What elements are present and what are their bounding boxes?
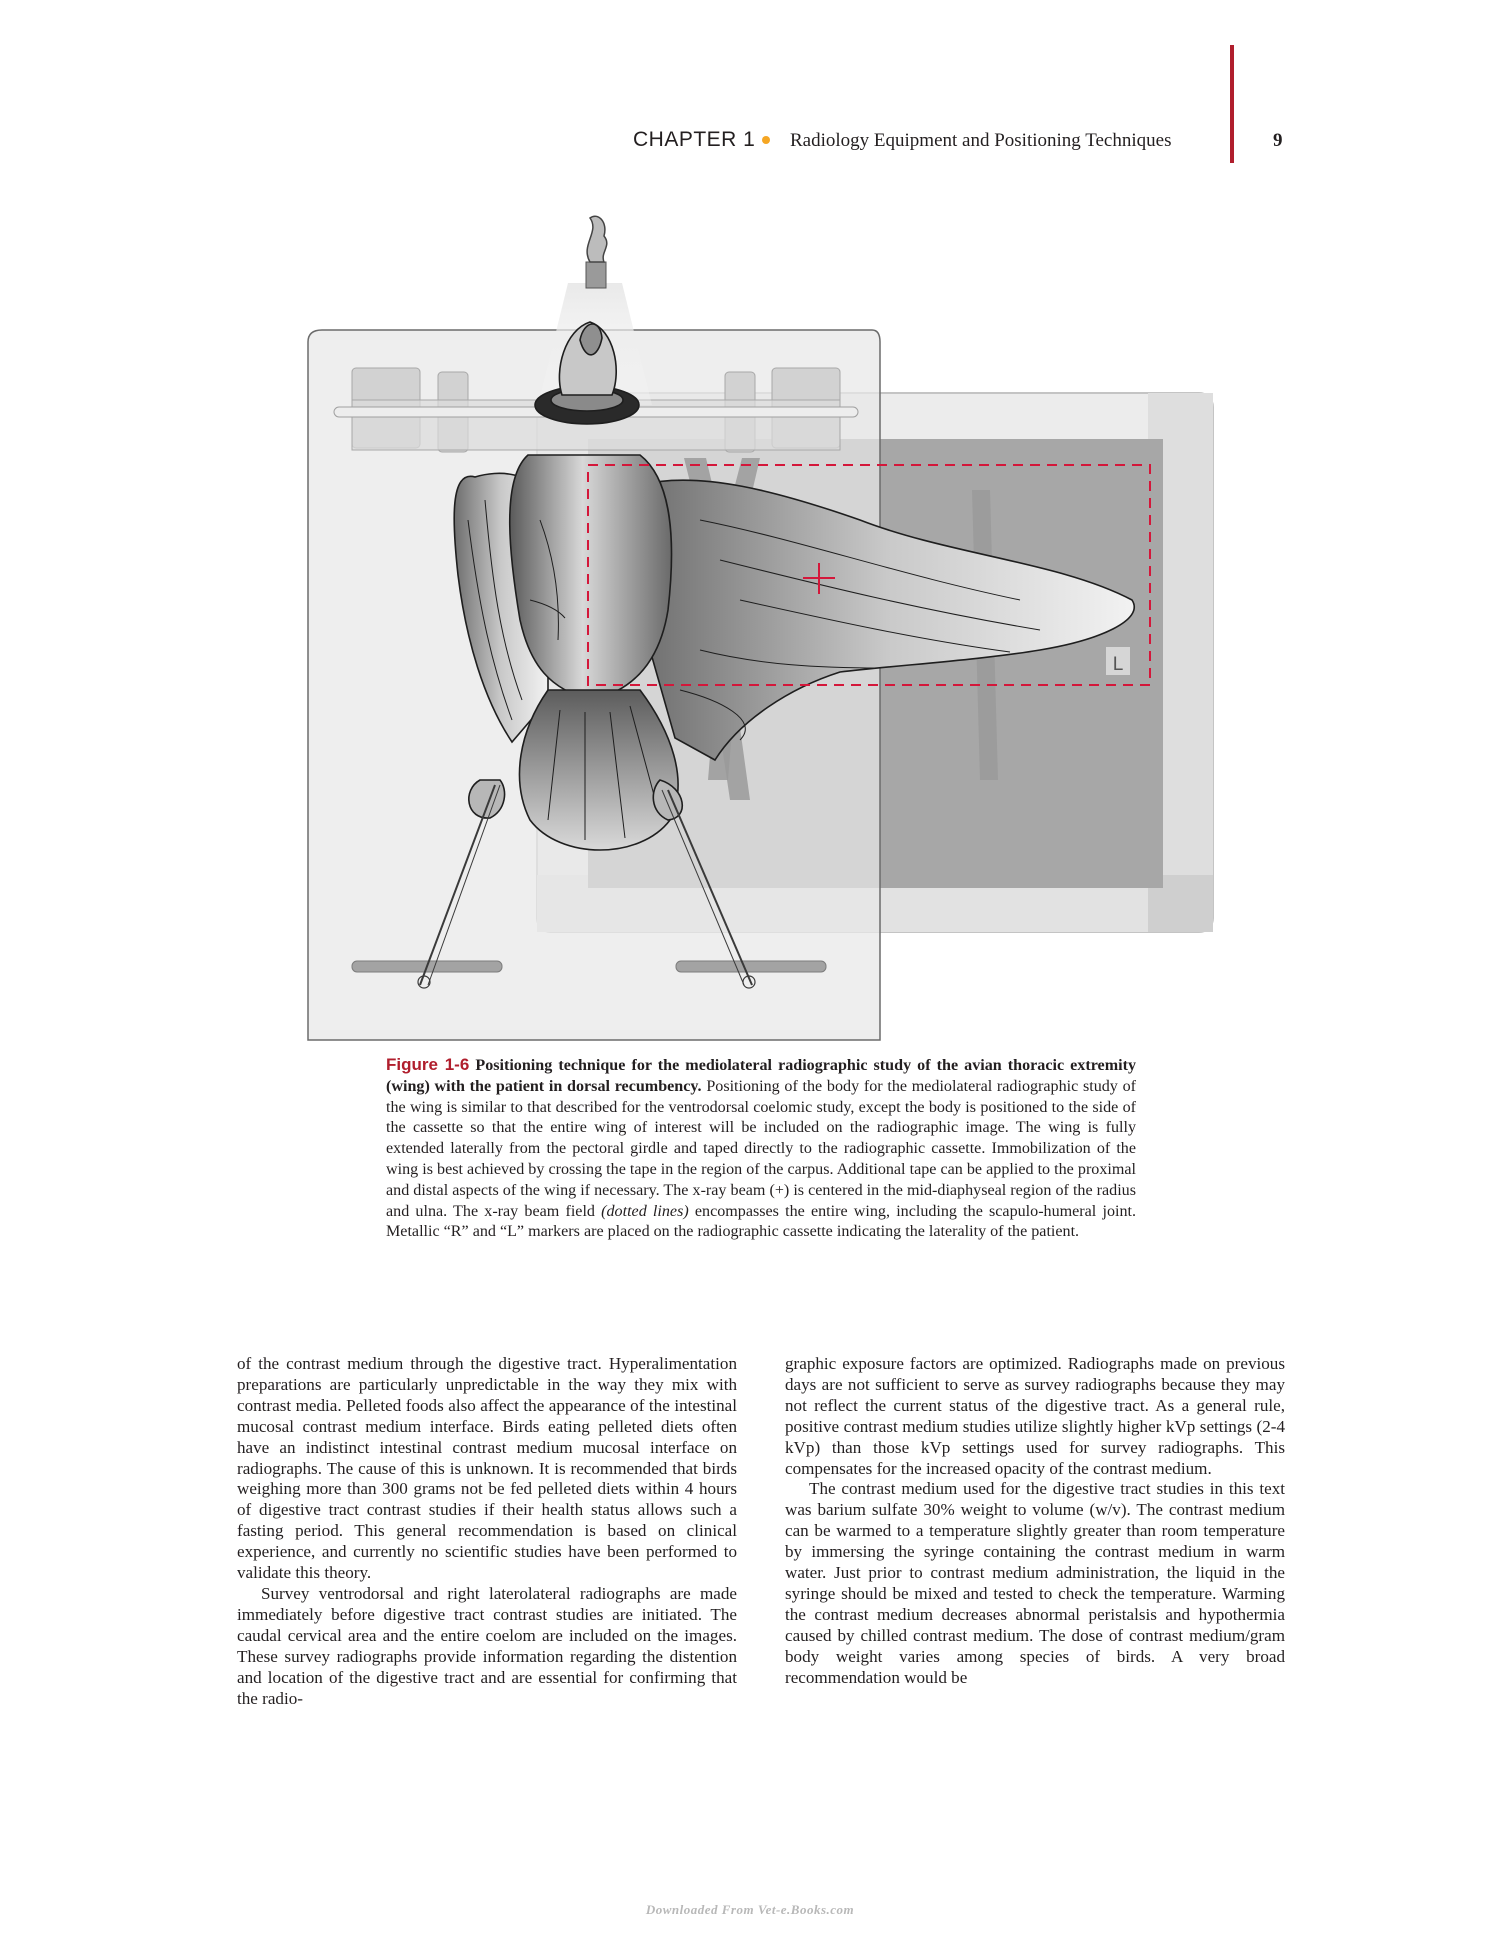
paragraph: graphic exposure factors are optimized. Radiographs made on previous days are not sufficient to serve as survey radiographs because they may not reflect the current status of the digestive tract. As a general rule, positive contrast medium studies utilize slightly higher kVp settings (2-4 kVp) than those kVp settings used for survey radiographs. This compensates for the increased opacity of the contrast medium. [785,1354,1285,1478]
figure-caption-title: Positioning technique for the mediolateral radiographic study of the avian thoracic extremity (wing) with the patient in dorsal recumbency. [386,1057,1136,1095]
figure-caption-body-end: encompasses the entire wing, including the scapulo-humeral joint. Metallic “R” and “L” markers are placed on the radiographic cassette indicating the laterality of the patient. [386,1202,1137,1241]
footer-watermark: Downloaded From Vet-e.Books.com [645,1902,855,1917]
figure-caption-emphasis: (dotted lines) [601,1202,689,1220]
laterality-marker-label: L [1112,654,1124,675]
chapter-label: CHAPTER 1 [633,128,756,151]
chapter-title: Radiology Equipment and Positioning Techniques [790,130,1172,151]
figure-caption [386,1055,1136,1243]
body-column-right [785,1354,1285,1689]
page-number: 9 [1273,130,1283,151]
paragraph: The contrast medium used for the digestive tract studies in this text was barium sulfate 30% weight to volume (w/v). The contrast medium can be warmed to a temperature slightly greater than room temperature by immersing the syringe containing the contrast medium in warm water. Just prior to contrast medium administration, the liquid in the syringe should be mixed and tested to check the temperature. Warming the contrast medium decreases abnormal peristalsis and hypothermia caused by chilled contrast medium. The dose of contrast medium/gram body weight varies among species of birds. A very broad recommendation would be [785,1479,1285,1687]
paragraph: Survey ventrodorsal and right laterolateral radiographs are made immediately before digestive tract contrast studies are initiated. The caudal cervical area and the entire coelom are included on the images. These survey radiographs provide information regarding the distention and location of the digestive tract and are essential for confirming that the radio- [237,1583,737,1708]
body-column-left [237,1354,737,1709]
figure-caption-body: Positioning of the body for the mediolateral radiographic study of the wing is similar to that described for the ventrodorsal coelomic study, except the body is positioned to the side of the cassette so that the entire wing of interest will be included on the radiographic image. The wing is fully extended laterally from the pectoral girdle and taped directly to the radiographic cassette. Immobilization of the wing is best achieved by crossing the tape in the region of the carpus. Additional tape can be applied to the proximal and distal aspects of the wing if necessary. The x-ray beam (+) is centered in the mid-diaphyseal region of the radius and ulna. The x-ray beam field [386,1077,1136,1220]
figure-label: Figure 1-6 [386,1055,470,1074]
paragraph: of the contrast medium through the digestive tract. Hyperalimentation preparations are particularly unpredictable in the way they mix with contrast media. Pelleted foods also affect the appearance of the intestinal mucosal contrast medium interface. Birds eating pelleted diets often have an indistinct intestinal contrast medium mucosal interface on radiographs. The cause of this is unknown. It is recommended that birds weighing more than 300 grams not be fed pelleted diets within 4 hours of digestive tract contrast studies if their health status allows such a fasting period. This general recommendation is based on clinical experience, and currently no scientific studies have been performed to validate this theory. [237,1354,737,1583]
